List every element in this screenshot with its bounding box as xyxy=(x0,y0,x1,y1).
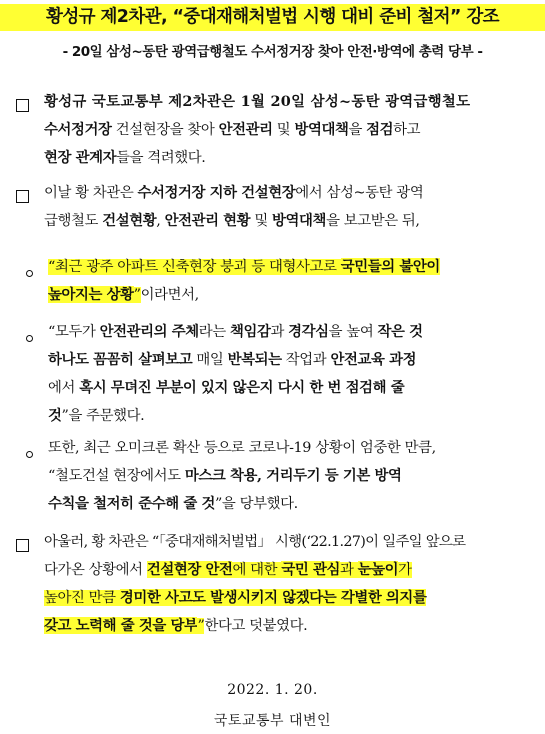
title-highlight-bar xyxy=(0,4,545,31)
square-bullet-icon xyxy=(16,185,29,213)
sub-item-2 xyxy=(48,318,530,430)
sub-item-1 xyxy=(48,253,528,309)
square-bullet-icon xyxy=(16,534,29,562)
paragraph-3-line-4: 갖고 노력해 줄 것을 당부”한다고 덧붙였다. xyxy=(44,617,308,634)
circle-bullet-icon xyxy=(26,259,33,287)
paragraph-1-line-3: 현장 관계자들을 격려했다. xyxy=(44,149,206,166)
square-bullet-icon xyxy=(16,94,29,122)
paragraph-3-line-3: 높아진 만큼 경미한 사고도 발생시키지 않겠다는 각별한 의지를 xyxy=(44,589,427,606)
paragraph-1-line-1: 황성규 국토교통부 제2차관은 1월 20일 삼성~동탄 광역급행철도 xyxy=(44,93,471,110)
circle-bullet-icon xyxy=(26,324,33,352)
page-title: 황성규 제2차관, “중대재해처벌법 시행 대비 준비 철저” 강조 xyxy=(46,7,499,27)
sub-item-1-line-2: 높아지는 상황”이라면서, xyxy=(48,286,199,303)
sub-item-3-line-3: 수칙을 철저히 준수해 줄 것”을 당부했다. xyxy=(48,495,298,512)
release-date: 2022. 1. 20. xyxy=(227,682,318,698)
sub-item-3-line-1: 또한, 최근 오미크론 확산 등으로 코로나-19 상황이 엄중한 만큼, xyxy=(48,440,436,456)
sub-item-2-line-3: 에서 혹시 무뎌진 부분이 있지 않은지 다시 한 번 점검해 줄 xyxy=(48,379,405,396)
sub-item-2-line-4: 것”을 주문했다. xyxy=(48,407,145,424)
sub-item-2-line-2: 하나도 꼼꼼히 살펴보고 매일 반복되는 작업과 안전교육 과정 xyxy=(48,351,417,368)
paragraph-3 xyxy=(44,528,534,640)
circle-bullet-icon xyxy=(26,440,33,468)
sub-item-3 xyxy=(48,434,530,518)
paragraph-3-line-2: 다가온 상황에서 건설현장 안전에 대한 국민 관심과 눈높이가 xyxy=(44,561,412,578)
footer-author: 국토교통부 대변인 xyxy=(213,713,332,729)
paragraph-3-line-1: 아울러, 황 차관은 “「중대재해처벌법」 시행(‘22.1.27)이 일주일 앞으로 xyxy=(44,534,466,550)
sub-item-1-line-1: “최근 광주 아파트 신축현장 붕괴 등 대형사고로 국민들의 불안이 xyxy=(48,258,440,275)
sub-item-3-line-2: “철도건설 현장에서도 마스크 착용, 거리두기 등 기본 방역 xyxy=(48,467,402,484)
paragraph-1 xyxy=(44,88,524,172)
sub-item-2-line-1: “모두가 안전관리의 주체라는 책임감과 경각심을 높여 작은 것 xyxy=(48,323,423,340)
paragraph-2-line-1: 이날 황 차관은 수서정거장 지하 건설현장에서 삼성~동탄 광역 xyxy=(44,184,424,201)
paragraph-2 xyxy=(44,179,534,235)
paragraph-1-line-2: 수서정거장 건설현장을 찾아 안전관리 및 방역대책을 점검하고 xyxy=(44,121,421,138)
paragraph-2-line-2: 급행철도 건설현황, 안전관리 현황 및 방역대책을 보고받은 뒤, xyxy=(44,212,420,229)
page-subtitle: - 20일 삼성~동탄 광역급행철도 수서정거장 찾아 안전·방역에 총력 당부 - xyxy=(62,44,483,60)
